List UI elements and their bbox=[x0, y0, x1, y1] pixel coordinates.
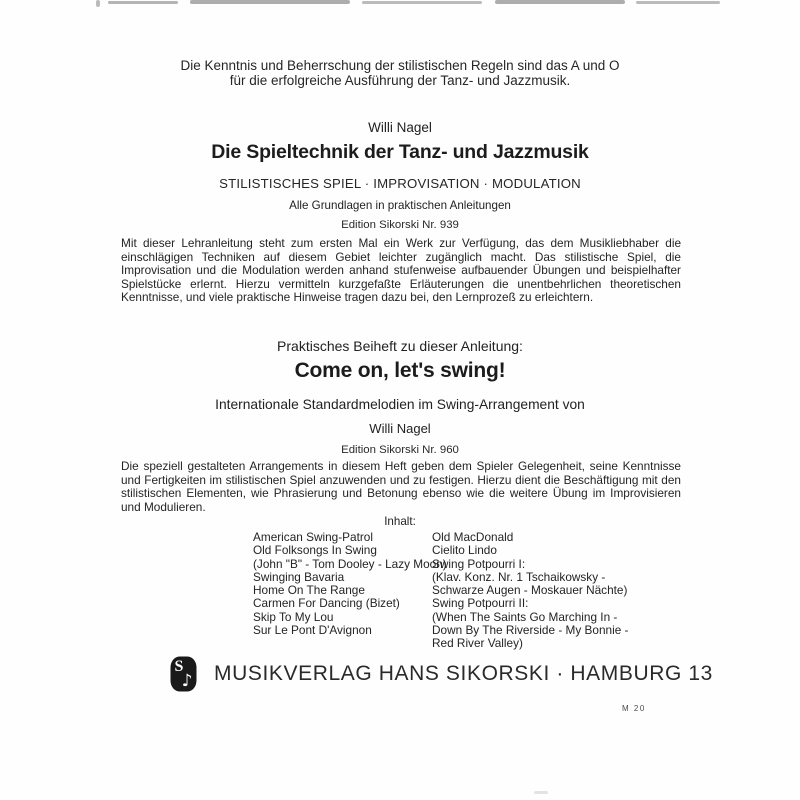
song-title: Swing Potpourri II: bbox=[432, 596, 529, 611]
song-title: American Swing-Patrol bbox=[253, 530, 373, 544]
song-title: Sur Le Pont D'Avignon bbox=[253, 623, 372, 638]
motto bbox=[120, 59, 680, 89]
work-subtitle: STILISTISCHES SPIEL · IMPROVISATION · MODULATION bbox=[219, 176, 581, 191]
scan-artifact bbox=[96, 0, 100, 7]
song-title: Old MacDonald bbox=[432, 530, 514, 544]
svg-text:♪: ♪ bbox=[181, 671, 193, 691]
motto-line-2: für die erfolgreiche Ausführung der Tanz- und Jazzmusik. bbox=[229, 72, 571, 88]
publisher-name: MUSIKVERLAG HANS SIKORSKI · HAMBURG 13 bbox=[214, 662, 713, 685]
song-title: Cielito Lindo bbox=[432, 543, 497, 558]
song-title: Swing Potpourri I: bbox=[432, 556, 526, 571]
edition-number-939: Edition Sikorski Nr. 939 bbox=[341, 219, 459, 231]
song-title: Old Folksongs In Swing bbox=[253, 543, 377, 558]
song-title: Carmen For Dancing (Bizet) bbox=[253, 596, 400, 611]
page-title: Die Spieltechnik der Tanz- und Jazzmusik bbox=[211, 141, 589, 163]
song-title: (Klav. Konz. Nr. 1 Tschaikowsky - bbox=[432, 569, 606, 584]
motto-line-1: Die Kenntnis und Beherrschung der stilistischen Regeln sind das A und O bbox=[180, 58, 620, 73]
song-title: Down By The Riverside - My Bonnie - bbox=[432, 623, 629, 638]
author-name: Willi Nagel bbox=[368, 120, 432, 135]
supplement-description: Die speziell gestalteten Arrangements in diesem Heft geben dem Spieler Gelegenheit, seine Kenntnisse und Fertigkeiten im stilistischen Spiel anzuwenden und zu festigen. Hierzu dient die Beschäftigung mit den stilistischen Elementen, wie Phrasierung und Betonung ebenso wie die weitere Übung im Improvisieren und Modulieren. bbox=[121, 459, 681, 514]
scan-artifact bbox=[534, 791, 548, 794]
supplement-subtitle: Internationale Standardmelodien im Swing-Arrangement von bbox=[215, 397, 585, 412]
contents-right-column bbox=[432, 531, 628, 651]
song-title: Skip To My Lou bbox=[253, 609, 334, 624]
scan-artifact bbox=[108, 1, 178, 4]
sikorski-logo-icon bbox=[170, 656, 197, 692]
edition-number-960: Edition Sikorski Nr. 960 bbox=[341, 444, 459, 456]
svg-text:S: S bbox=[174, 658, 184, 675]
song-title: Red River Valley) bbox=[432, 636, 523, 651]
song-title: Schwarze Augen - Moskauer Nächte) bbox=[432, 583, 628, 598]
song-title: (When The Saints Go Marching In - bbox=[432, 609, 618, 624]
supplement-intro: Praktisches Beiheft zu dieser Anleitung: bbox=[277, 338, 523, 354]
scan-artifact bbox=[362, 1, 482, 4]
contents-heading: Inhalt: bbox=[384, 515, 416, 528]
scan-artifact bbox=[636, 1, 720, 4]
song-title: (John "B" - Tom Dooley - Lazy Moon) bbox=[253, 556, 447, 571]
song-title: Home On The Range bbox=[253, 583, 365, 598]
work-description: Mit dieser Lehranleitung steht zum ersten Mal ein Werk zur Verfügung, das dem Musikliebhaber die einschlägigen Techniken auf diesem Gebiet leichter zugänglich macht. Das stilistische Spiel, die Improvisation und die Modulation werden anhand stufenweise aufbauender Übungen und beispielhafter Spielstücke erlernt. Hierzu vermitteln kurzgefaßte Erläuterungen die unentbehrlichen theoretischen Kenntnisse, und viele praktische Hinweise tragen dazu bei, den Lernprozeß zu erleichtern. bbox=[121, 236, 681, 304]
work-tagline: Alle Grundlagen in praktischen Anleitungen bbox=[289, 199, 511, 212]
contents-left-column bbox=[253, 531, 447, 637]
scan-artifact bbox=[495, 0, 625, 4]
song-title: Swinging Bavaria bbox=[253, 569, 345, 584]
scan-artifact bbox=[190, 0, 350, 4]
supplement-title: Come on, let's swing! bbox=[294, 359, 506, 382]
plate-number: M 20 bbox=[622, 704, 646, 713]
supplement-author: Willi Nagel bbox=[369, 421, 431, 436]
